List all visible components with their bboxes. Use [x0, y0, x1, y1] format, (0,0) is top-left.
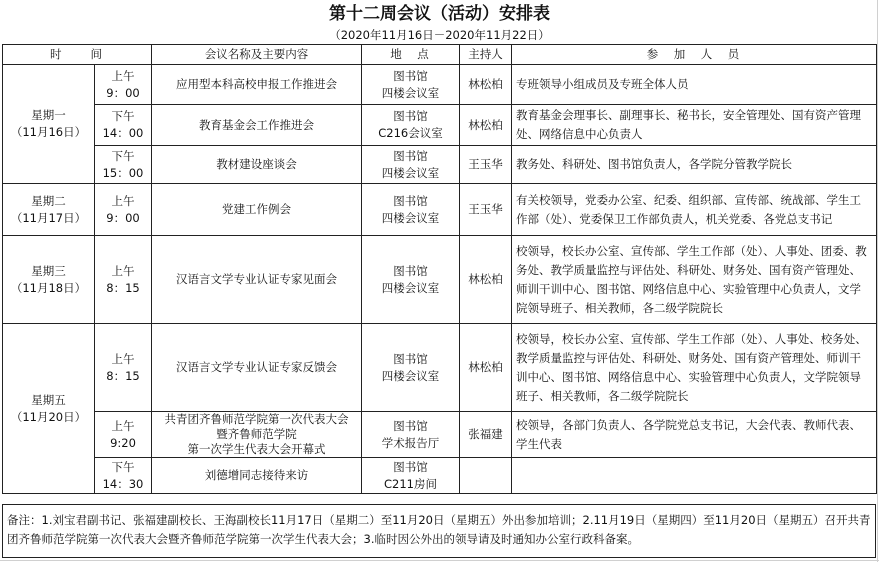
content-cell[interactable]: 教育基金会工作推进会 [152, 105, 362, 146]
place-building: 图书馆 [393, 263, 428, 278]
day-name: 星期三 [31, 263, 66, 278]
period-label: 下午 [111, 459, 135, 474]
participants-cell[interactable]: 专班领导小组成员及专班全体人员 [512, 65, 877, 105]
content-cell[interactable]: 汉语言文学专业认证专家反馈会 [152, 324, 362, 412]
day-date: （11月20日） [10, 409, 87, 424]
host-cell[interactable]: 张福建 [460, 412, 512, 458]
day-date: （11月16日） [10, 125, 87, 139]
day-name: 星期二 [31, 193, 66, 208]
table-row [3, 65, 877, 105]
time-label: 9:20 [110, 435, 136, 450]
period-label: 上午 [111, 351, 135, 366]
place-room: 四楼会议室 [381, 165, 440, 180]
table-row [3, 324, 877, 412]
time-cell[interactable] [95, 324, 152, 412]
time-cell[interactable] [95, 412, 152, 458]
header-time[interactable]: 时 间 [3, 45, 152, 65]
place-building: 图书馆 [393, 418, 428, 433]
content-cell[interactable]: 汉语言文学专业认证专家见面会 [152, 236, 362, 324]
table-row [3, 412, 877, 458]
time-cell[interactable] [95, 236, 152, 324]
place-room: C216会议室 [378, 126, 443, 140]
place-cell[interactable] [362, 105, 460, 146]
header-host[interactable]: 主持人 [460, 45, 512, 65]
participants-cell[interactable] [512, 458, 877, 494]
page-title: 第十二周会议（活动）安排表 [329, 4, 550, 24]
place-cell[interactable] [362, 146, 460, 184]
day-date: （11月17日） [10, 210, 87, 225]
place-cell[interactable] [362, 236, 460, 324]
host-cell[interactable]: 王玉华 [460, 184, 512, 236]
content-line-1: 共青团齐鲁师范学院第一次代表大会 [164, 412, 349, 426]
header-row [3, 45, 877, 65]
header-participants[interactable]: 参 加 人 员 [512, 45, 877, 65]
place-building: 图书馆 [393, 148, 428, 163]
time-cell[interactable] [95, 458, 152, 494]
host-cell[interactable]: 王玉华 [460, 146, 512, 184]
place-room: C211房间 [384, 476, 437, 491]
period-label: 下午 [111, 109, 135, 123]
content-line-3: 第一次学生代表大会开幕式 [187, 442, 326, 456]
period-label: 下午 [111, 148, 135, 163]
participants-cell[interactable]: 校领导，校长办公室、宣传部、学生工作部（处）、人事处、团委、教务处、教学质量监控与评估处、科研处、财务处、国有资产管理处、师训干训中心、图书馆、网络信息中心、实验管理中心负责人，文学院领导班子、相关教师，各二级学院院长 [512, 236, 877, 324]
sheet-gridline [877, 0, 878, 562]
sheet-gridline [0, 560, 879, 561]
participants-cell[interactable]: 校领导，校长办公室、宣传部、学生工作部（处）、人事处、校务处、教学质量监控与评估处、科研处、财务处、国有资产管理处、师训干训中心、图书馆、网络信息中心、实验管理中心负责人，文学院领导班子、相关教师，各二级学院院长 [512, 324, 877, 412]
time-label: 8：15 [106, 280, 140, 295]
place-room: 四楼会议室 [381, 210, 440, 225]
host-cell[interactable] [460, 458, 512, 494]
host-cell[interactable]: 林松柏 [460, 105, 512, 146]
time-cell[interactable] [95, 65, 152, 105]
place-cell[interactable] [362, 324, 460, 412]
day-name: 星期五 [31, 392, 66, 407]
date-range-subtitle: （2020年11月16日－2020年11月22日） [329, 28, 550, 42]
content-line-2: 暨齐鲁师范学院 [216, 427, 297, 441]
time-cell[interactable] [95, 146, 152, 184]
period-label: 上午 [111, 193, 135, 208]
participants-cell[interactable]: 校领导，各部门负责人、各学院党总支书记，大会代表、教师代表、学生代表 [512, 412, 877, 458]
time-cell[interactable] [95, 184, 152, 236]
place-building: 图书馆 [393, 459, 428, 474]
place-building: 图书馆 [393, 68, 428, 83]
time-label: 8：15 [106, 368, 140, 383]
time-label: 9：00 [106, 210, 140, 225]
place-building: 图书馆 [393, 109, 428, 123]
time-label: 14：30 [102, 476, 144, 491]
period-label: 上午 [111, 68, 135, 83]
table-row [3, 184, 877, 236]
content-cell[interactable]: 教材建设座谈会 [152, 146, 362, 184]
place-room: 四楼会议室 [381, 280, 440, 295]
place-building: 图书馆 [393, 351, 428, 366]
time-cell[interactable] [95, 105, 152, 146]
period-label: 上午 [111, 263, 135, 278]
time-label: 15：00 [102, 165, 144, 180]
place-cell[interactable] [362, 458, 460, 494]
participants-cell[interactable]: 有关校领导，党委办公室、纪委、组织部、宣传部、统战部、学生工作部（处）、党委保卫工作部负责人，机关党委、各党总支书记 [512, 184, 877, 236]
host-cell[interactable]: 林松柏 [460, 324, 512, 412]
content-cell[interactable] [152, 412, 362, 458]
place-cell[interactable] [362, 65, 460, 105]
header-content[interactable]: 会议名称及主要内容 [152, 45, 362, 65]
place-room: 四楼会议室 [381, 368, 440, 383]
time-label: 14：00 [102, 126, 144, 140]
place-room: 学术报告厅 [381, 435, 440, 450]
place-building: 图书馆 [393, 193, 428, 208]
place-cell[interactable] [362, 184, 460, 236]
day-cell-wednesday[interactable] [3, 236, 95, 324]
table-row [3, 146, 877, 184]
day-cell-friday[interactable] [3, 324, 95, 494]
schedule-table [2, 44, 877, 494]
content-cell[interactable]: 党建工作例会 [152, 184, 362, 236]
day-cell-monday[interactable] [3, 65, 95, 184]
host-cell[interactable]: 林松柏 [460, 65, 512, 105]
place-room: 四楼会议室 [381, 85, 440, 100]
notes-cell[interactable]: 备注：1.刘宝君副书记、张福建副校长、王海副校长11月17日（星期二）至11月20日（星期五）外出参加培训；2.11月19日（星期四）至11月20日（星期五）召开共青团齐鲁师范学院第一次代表大会暨齐鲁师范学院第一次学生代表大会；3.临时因公外出的领导请及时通知办公室行政科备案。 [2, 504, 876, 558]
host-cell[interactable]: 林松柏 [460, 236, 512, 324]
content-cell[interactable]: 应用型本科高校申报工作推进会 [152, 65, 362, 105]
day-name: 星期一 [31, 108, 66, 122]
day-cell-tuesday[interactable] [3, 184, 95, 236]
table-row [3, 236, 877, 324]
place-cell[interactable] [362, 412, 460, 458]
period-label: 上午 [111, 418, 135, 433]
participants-cell[interactable]: 教育基金会理事长、副理事长、秘书长，安全管理处、国有资产管理处、网络信息中心负责人 [512, 105, 877, 146]
time-label: 9：00 [106, 85, 140, 100]
participants-cell[interactable]: 教务处、科研处、图书馆负责人，各学院分管教学院长 [512, 146, 877, 184]
table-row [3, 105, 877, 146]
content-cell[interactable]: 刘德增同志接待来访 [152, 458, 362, 494]
header-place[interactable]: 地 点 [362, 45, 460, 65]
table-row [3, 458, 877, 494]
day-date: （11月18日） [10, 280, 87, 295]
